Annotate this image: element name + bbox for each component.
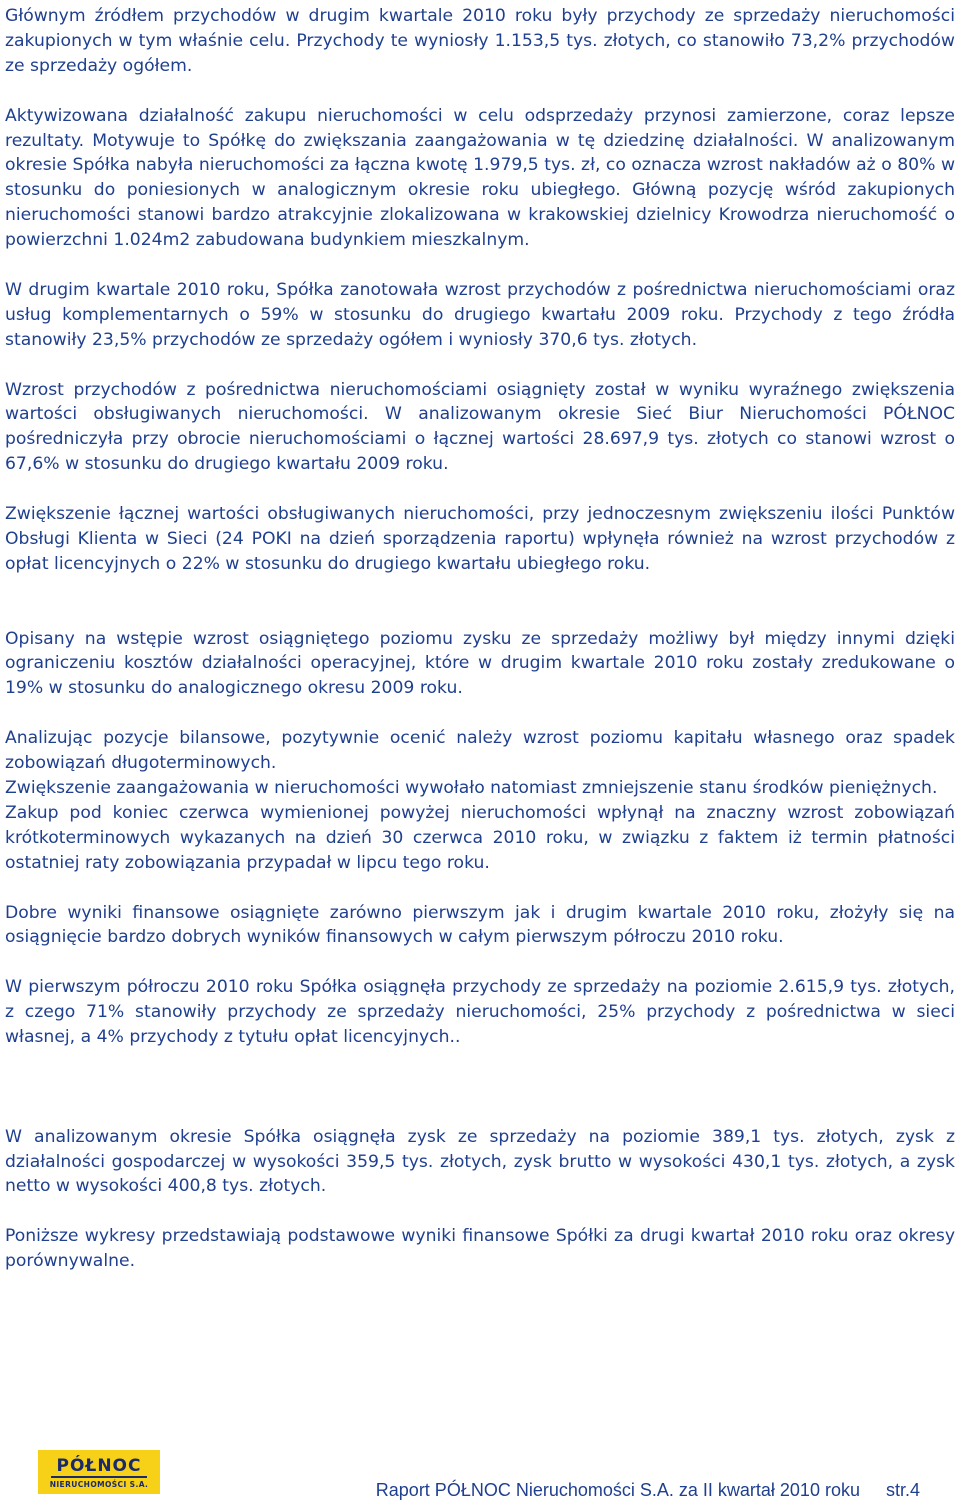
paragraph-good-results: Dobre wyniki finansowe osiągnięte zarówno pierwszym jak i drugim kwartale 2010 roku, złożyły się na osiągnięcie bardzo dobrych wyników finansowych w całym pierwszym półroczu 2010 roku. bbox=[5, 902, 955, 948]
page-footer bbox=[376, 1478, 920, 1502]
paragraph-license-fees: Zwiększenie łącznej wartości obsługiwanych nieruchomości, przy jednoczesnym zwiększeniu ilości Punktów Obsługi Klienta w Sieci (24 POKI na dzień sporządzenia raportu) wpłynęła również na wzrost przychodów z opłat licencyjnych o 22% w stosunku do drugiego kwartału ubiegłego roku. bbox=[5, 504, 955, 574]
paragraph-brokerage-growth: W drugim kwartale 2010 roku, Spółka zanotowała wzrost przychodów z pośrednictwa nieruchomościami oraz usług komplementarnych o 59% w stosunku do drugiego kwartału 2009 roku. Przychody z tego źródła stanowiły 23,5% przychodów ze sprzedaży ogółem i wyniosły 370,6 tys. złotych. bbox=[5, 279, 955, 350]
paragraph-charts-intro: Poniższe wykresy przedstawiają podstawowe wyniki finansowe Spółki za drugi kwartał 2010 roku oraz okresy porównywalne. bbox=[5, 1226, 955, 1272]
footer-report-title: Raport PÓŁNOC Nieruchomości S.A. za II kwartał 2010 roku bbox=[375, 1480, 860, 1500]
paragraph-short-term-liabilities: Zakup pod koniec czerwca wymienionej powyżej nieruchomości wpłynął na znaczny wzrost zobowiązań krótkoterminowych wykazanych na dzień 30 czerwca 2010 roku, w związku z faktem iż termin płatności ostatniej raty zobowiązania przypadał w lipcu tego roku. bbox=[5, 802, 955, 873]
paragraph-balance-sheet: Analizując pozycje bilansowe, pozytywnie ocenić należy wzrost poziomu kapitału własnego oraz spadek zobowiązań długoterminowych. bbox=[5, 728, 955, 774]
report-body bbox=[5, 4, 955, 1274]
paragraph-brokerage-value: Wzrost przychodów z pośrednictwa nieruchomościami osiągnięty został w wyniku wyraźnego zwiększenia wartości obsługiwanych nieruchomości. W analizowanym okresie Sieć Biur Nieruchomości PÓŁNOC pośredniczyła przy obrocie nieruchomościami o łącznej wartości 28.697,9 tys. złotych co stanowi wzrost o 67,6% w stosunku do drugiego kwartału 2009 roku. bbox=[5, 379, 955, 475]
paragraph-cost-reduction: Opisany na wstępie wzrost osiągniętego poziomu zysku ze sprzedaży możliwy był między innymi dzięki ograniczeniu kosztów działalności operacyjnej, które w drugim kwartale 2010 roku zostały zredukowane o 19% w stosunku do analogicznego okresu 2009 roku. bbox=[5, 628, 955, 699]
paragraph-purchase-activity: Aktywizowana działalność zakupu nieruchomości w celu odsprzedaży przynosi zamierzone, coraz lepsze rezultaty. Motywuje to Spółkę do zwiększania zaangażowania w tę dziedzinę działalności. W analizowanym okresie Spółka nabyła nieruchomości za łączna kwotę 1.979,5 tys. zł, co oznacza wzrost nakładów aż o 80% w stosunku do poniesionych w analogicznym okresie roku ubiegłego. Główną pozycję wśród zakupionych nieruchomości stanowi bardzo atrakcyjnie zlokalizowana w krakowskiej dzielnicy Krowodrza nieruchomość o powierzchni 1.024m2 zabudowana budynkiem mieszkalnym. bbox=[5, 105, 955, 251]
polnoc-logo bbox=[38, 1450, 160, 1494]
paragraph-half-year-revenue: W pierwszym półroczu 2010 roku Spółka osiągnęła przychody ze sprzedaży na poziomie 2.615,9 tys. złotych, z czego 71% stanowiły przychody ze sprzedaży nieruchomości, 25% przychody z pośrednictwa w sieci własnej, a 4% przychody z tytułu opłat licencyjnych.. bbox=[5, 977, 955, 1048]
paragraph-revenue-sales: Głównym źródłem przychodów w drugim kwartale 2010 roku były przychody ze sprzedaży nieruchomości zakupionych w tym właśnie celu. Przychody te wyniosły 1.153,5 tys. złotych, co stanowiło 73,2% przychodów ze sprzedaży ogółem. bbox=[5, 6, 955, 76]
paragraph-cash-decrease: Zwiększenie zaangażowania w nieruchomości wywołało natomiast zmniejszenie stanu środków pieniężnych. bbox=[5, 778, 938, 798]
logo-main-text: PÓŁNOC bbox=[51, 1457, 148, 1478]
footer-page-number: str.4 bbox=[885, 1480, 920, 1500]
paragraph-profits: W analizowanym okresie Spółka osiągnęła zysk ze sprzedaży na poziomie 389,1 tys. złotych, zysk z działalności gospodarczej w wysokości 359,5 tys. złotych, zysk brutto w wysokości 430,1 tys. złotych, a zysk netto w wysokości 400,8 tys. złotych. bbox=[5, 1126, 955, 1197]
logo-sub-text: NIERUCHOMOŚCI S.A. bbox=[49, 1479, 149, 1489]
